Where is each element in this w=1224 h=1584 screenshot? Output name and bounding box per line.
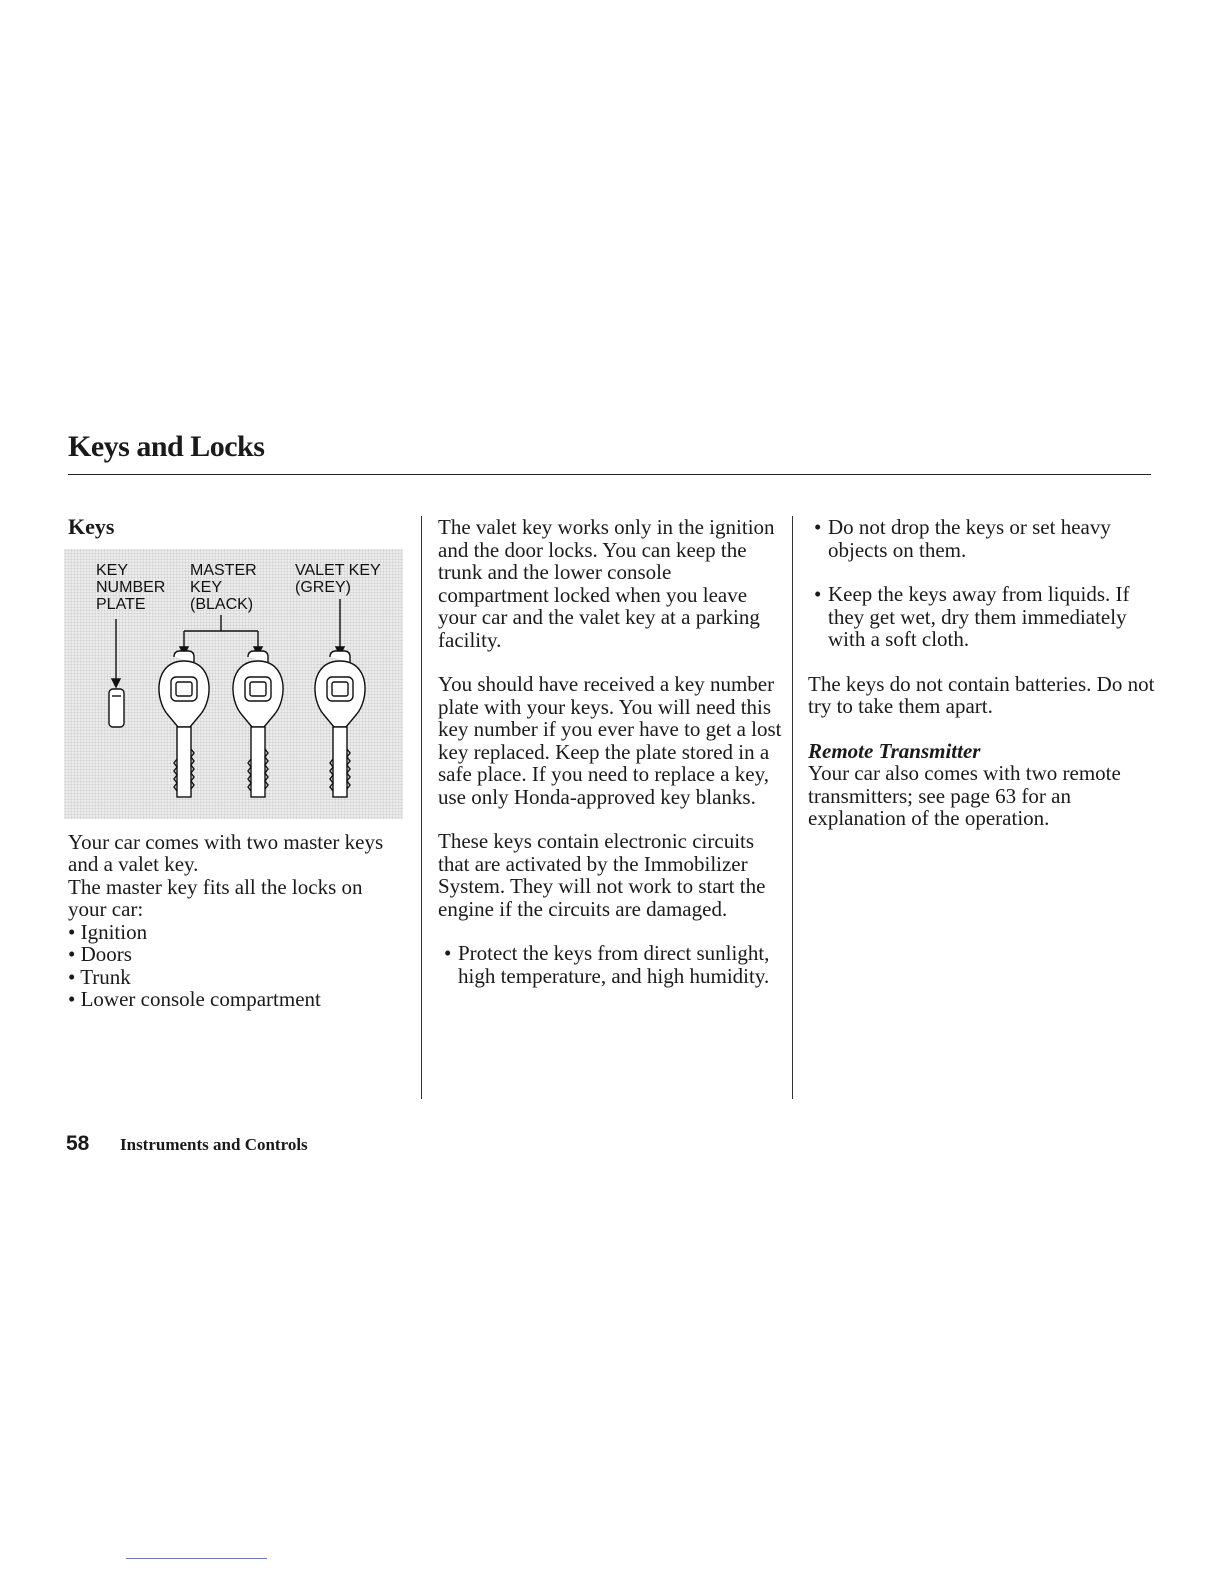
list-item: • Lower console compartment xyxy=(68,987,321,1011)
column-divider xyxy=(792,516,793,1099)
column-1 xyxy=(68,516,403,1011)
list-item: • Do not drop the keys or set heavy objects on them. xyxy=(814,515,1111,562)
list-item: • Protect the keys from direct sunlight, high temperature, and high humidity. xyxy=(444,941,770,988)
valet-key-paragraph: The valet key works only in the ignition and the door locks. You can keep the trunk and the lower console compartment locked when you leave your car and the valet key at a parking facility. xyxy=(438,515,775,652)
master-key-icon xyxy=(233,651,283,797)
remote-transmitter-text: Your car also comes with two remote transmitters; see page 63 for an explanation of the operation. xyxy=(808,761,1121,830)
title-rule xyxy=(68,474,1151,475)
key-number-paragraph: You should have received a key number plate with your keys. You will need this key number if you ever have to get a lost key replaced. Keep the plate stored in a safe place. If you need to replace a key, use only Honda-approved key blanks. xyxy=(438,672,782,809)
intro-paragraph-1: Your car comes with two master keys and a valet key. xyxy=(68,829,384,876)
column-3 xyxy=(808,516,1158,830)
list-item: • Ignition xyxy=(68,919,148,944)
column-divider xyxy=(421,516,422,1099)
label-valet-key: VALET KEY (GREY) xyxy=(295,561,381,596)
column-2 xyxy=(438,516,783,1009)
bottom-rule xyxy=(126,1558,267,1559)
label-master-key: MASTER KEY (BLACK) xyxy=(190,561,257,613)
arrow-plate xyxy=(112,679,120,687)
keys-heading: Keys xyxy=(68,514,115,539)
batteries-paragraph: The keys do not contain batteries. Do not try to take them apart. xyxy=(808,671,1155,718)
remote-transmitter-section xyxy=(808,740,1158,830)
page-title: Keys and Locks xyxy=(68,430,265,463)
keys-illustration xyxy=(64,549,403,819)
intro-paragraph-2: The master key fits all the locks on your car: xyxy=(68,874,363,921)
label-key-number-plate: KEY NUMBER PLATE xyxy=(96,561,166,613)
care-list xyxy=(438,942,783,987)
list-item: • Doors xyxy=(68,942,132,966)
page-number: 58 xyxy=(66,1132,90,1155)
keys-drawing xyxy=(64,549,403,819)
care-list xyxy=(808,516,1158,651)
footer-section-title: Instruments and Controls xyxy=(120,1135,308,1154)
remote-transmitter-heading: Remote Transmitter xyxy=(808,738,981,763)
master-key-icon xyxy=(159,651,209,797)
list-item: • Keep the keys away from liquids. If they get wet, dry them immediately with a soft cloth. xyxy=(814,582,1130,651)
key-number-plate-icon xyxy=(109,689,124,727)
valet-key-icon xyxy=(315,651,365,797)
list-item: • Trunk xyxy=(68,964,131,989)
locks-list xyxy=(68,921,403,1011)
immobilizer-paragraph: These keys contain electronic circuits that are activated by the Immobilizer System. They will not work to start the engine if the circuits are damaged. xyxy=(438,829,766,921)
